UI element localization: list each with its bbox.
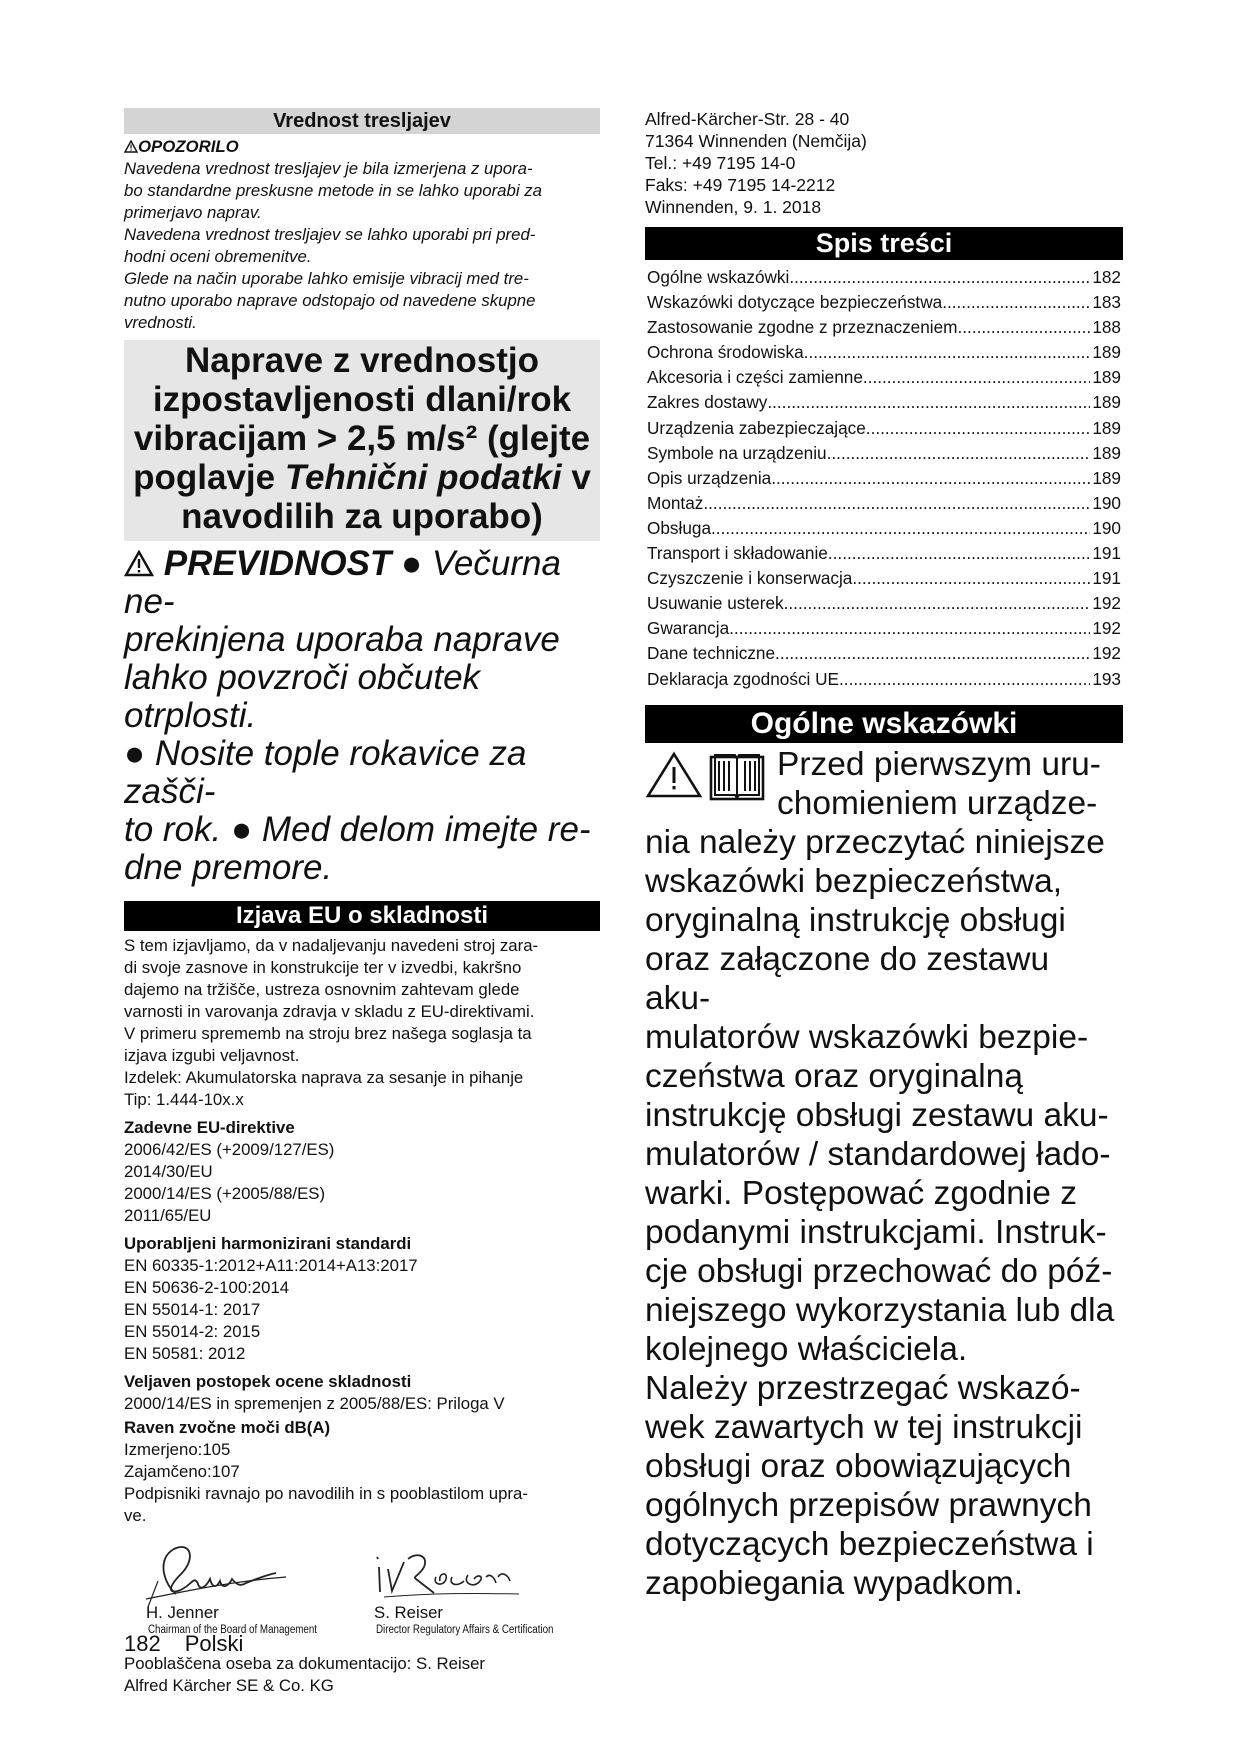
general-notes-header: Ogólne wskazówki <box>645 705 1123 743</box>
general-line: kolejnego właściciela. <box>645 1330 968 1368</box>
toc-page: 189 <box>1092 442 1121 463</box>
caution-line: ● Nosite tople rokavice za zašči- <box>124 734 527 812</box>
toc-label: Transport i składowanie <box>647 543 828 564</box>
general-line: Należy przestrzegać wskazó- <box>645 1369 1081 1407</box>
toc-leader <box>767 390 1090 415</box>
toc-leader <box>784 591 1091 616</box>
toc-entry[interactable] <box>645 491 1123 516</box>
eu-line: V primeru sprememb na stroju brez našega soglasja ta <box>124 1024 532 1044</box>
warning-triangle-icon <box>645 751 703 799</box>
warning-line: bo standardne preskusne metode in se lahko uporabi za <box>124 181 542 201</box>
toc-entry[interactable] <box>645 390 1123 415</box>
notice-text: v <box>561 458 591 498</box>
left-column <box>124 108 600 1697</box>
directive-item: 2000/14/ES (+2005/88/ES) <box>124 1184 326 1204</box>
toc-label: Zakres dostawy <box>647 392 768 413</box>
toc-label: Gwarancja <box>647 618 730 639</box>
toc-header: Spis treści <box>645 227 1123 260</box>
warning-line: Glede na način uporabe lahko emisije vibracij med tre- <box>124 269 529 289</box>
toc-label: Dane techniczne <box>647 643 776 664</box>
address-line: Alfred-Kärcher-Str. 28 - 40 <box>645 109 850 129</box>
caution-word: PREVIDNOST <box>163 544 392 584</box>
caution-line: dne premore. <box>124 848 333 888</box>
general-line: oryginalną instrukcję obsługi <box>645 901 1066 939</box>
toc-page: 182 <box>1092 267 1121 287</box>
general-line: nia należy przeczytać niniejsze <box>645 823 1105 861</box>
noise-measured: Izmerjeno:105 <box>124 1440 231 1460</box>
eu-line: Tip: 1.444-10x.x <box>124 1090 244 1110</box>
general-line: Przed pierwszym uru- <box>777 745 1101 783</box>
warning-text <box>124 158 600 334</box>
notice-line: navodilih za uporabo) <box>181 497 543 537</box>
notice-line: vibracijam > 2,5 m/s² (glejte <box>133 419 591 459</box>
vibration-header: Vrednost tresljajev <box>124 108 600 134</box>
toc-page: 190 <box>1092 517 1121 538</box>
toc-leader <box>827 441 1091 466</box>
toc-page: 188 <box>1092 317 1121 338</box>
toc-leader <box>703 491 1090 516</box>
general-line: obsługi oraz obowiązujących <box>645 1447 1072 1485</box>
warning-line: hodni oceni obremenitve. <box>124 247 312 267</box>
general-line: podanymi instrukcjami. Instruk- <box>645 1213 1107 1251</box>
standards-title: Uporabljeni harmonizirani standardi <box>124 1234 412 1254</box>
toc-entry[interactable] <box>645 591 1123 616</box>
noise-values <box>124 1439 600 1527</box>
toc-entry[interactable] <box>645 290 1123 315</box>
warning-label-row <box>124 136 600 158</box>
right-column <box>645 108 1123 1603</box>
directives-list <box>124 1139 600 1227</box>
eu-declaration-header: Izjava EU o skladnosti <box>124 901 600 931</box>
table-of-contents <box>645 265 1123 692</box>
notice-reference: Tehnični podatki <box>284 458 562 498</box>
toc-page: 189 <box>1092 417 1121 438</box>
caution-line: prekinjena uporaba naprave <box>124 620 560 660</box>
directive-item: 2014/30/EU <box>124 1162 213 1182</box>
caution-line <box>124 545 600 621</box>
toc-label: Opis urządzenia <box>647 467 772 488</box>
toc-leader <box>775 641 1090 666</box>
noise-guaranteed: Zajamčeno:107 <box>124 1462 240 1482</box>
manual-book-icon <box>709 751 765 801</box>
toc-leader <box>863 365 1090 390</box>
company-name: Alfred Kärcher SE & Co. KG <box>124 1676 334 1696</box>
eu-line: Izdelek: Akumulatorska naprava za sesanje in pihanje <box>124 1068 524 1088</box>
toc-page: 183 <box>1092 292 1121 313</box>
toc-leader <box>852 566 1090 591</box>
toc-label: Symbole na urządzeniu <box>647 442 827 463</box>
toc-leader <box>942 290 1090 315</box>
general-notes-text <box>645 745 1123 1603</box>
general-notes-intro <box>645 745 1123 823</box>
toc-page: 191 <box>1092 543 1121 564</box>
toc-label: Ogólne wskazówki <box>647 267 790 287</box>
signer2-name: S. Reiser <box>374 1603 444 1623</box>
toc-label: Czyszczenie i konserwacja <box>647 568 853 589</box>
caution-line: lahko povzroči občutek otrplosti. <box>124 658 481 736</box>
procedure-text: 2000/14/ES in spremenjen z 2005/88/ES: Priloga V <box>124 1394 505 1414</box>
signers-note-line: ve. <box>124 1506 147 1526</box>
noise-title: Raven zvočne moči dB(A) <box>124 1418 331 1438</box>
notice-line: izpostavljenosti dlani/rok <box>152 380 572 420</box>
toc-label: Montaż <box>647 492 704 513</box>
procedure-block <box>124 1393 600 1415</box>
toc-label: Akcesoria i części zamienne <box>647 367 863 388</box>
warning-label: OPOZORILO <box>138 137 239 156</box>
general-line: instrukcję obsługi zestawu aku- <box>645 1096 1109 1134</box>
toc-leader <box>866 416 1091 441</box>
toc-label: Obsługa <box>647 517 712 538</box>
toc-leader <box>789 265 1090 290</box>
standard-item: EN 50581: 2012 <box>124 1344 246 1364</box>
toc-page: 189 <box>1092 342 1121 363</box>
toc-page: 190 <box>1092 492 1121 513</box>
toc-entry[interactable] <box>645 466 1123 491</box>
standard-item: EN 55014-2: 2015 <box>124 1322 261 1342</box>
page-number: 182 <box>124 1631 161 1656</box>
company-address <box>645 108 1123 218</box>
toc-entry[interactable] <box>645 516 1123 541</box>
page-footer <box>124 1631 267 1657</box>
toc-leader <box>771 466 1090 491</box>
warning-line: nutno uporabo naprave odstopajo od navedene skupne <box>124 291 536 311</box>
general-line: oraz załączone do zestawu aku- <box>645 940 1050 1017</box>
toc-page: 189 <box>1092 392 1121 413</box>
general-line: zapobiegania wypadkom. <box>645 1564 1024 1602</box>
general-line: dotyczących bezpieczeństwa i <box>645 1525 1094 1563</box>
toc-entry[interactable] <box>645 365 1123 390</box>
caution-line: to rok. ● Med delom imejte re- <box>124 810 591 850</box>
warning-line: vrednosti. <box>124 313 197 333</box>
toc-entry[interactable] <box>645 541 1123 566</box>
toc-leader <box>711 516 1090 541</box>
signer1-name: H. Jenner <box>146 1603 219 1623</box>
general-line: wek zawartych w tej instrukcji <box>645 1408 1083 1446</box>
warning-line: primerjavo naprav. <box>124 203 262 223</box>
toc-entry[interactable] <box>645 265 1123 290</box>
directive-item: 2011/65/EU <box>124 1206 212 1226</box>
general-line: warki. Postępować zgodnie z <box>645 1174 1077 1212</box>
toc-page: 192 <box>1092 618 1121 639</box>
toc-label: Ochrona środowiska <box>647 342 804 363</box>
eu-line: di svoje zasnove in konstrukcije ter v izvedbi, kakršno <box>124 958 522 978</box>
address-line: Faks: +49 7195 14-2212 <box>645 175 836 195</box>
standard-item: EN 50636-2-100:2014 <box>124 1278 290 1298</box>
toc-label: Zastosowanie zgodne z przeznaczeniem <box>647 317 958 338</box>
toc-page: 191 <box>1092 568 1121 589</box>
address-line: Tel.: +49 7195 14-0 <box>645 153 796 173</box>
toc-leader <box>804 340 1091 365</box>
documentation-block <box>124 1653 600 1697</box>
general-notes-icons <box>645 745 765 801</box>
toc-entry[interactable] <box>645 315 1123 340</box>
toc-label: Usuwanie usterek <box>647 593 784 614</box>
toc-page: 189 <box>1092 367 1121 388</box>
general-line: mulatorów / standardowej łado- <box>645 1135 1111 1173</box>
directive-item: 2006/42/ES (+2009/127/ES) <box>124 1140 335 1160</box>
signature-reiser <box>374 1547 524 1607</box>
toc-entry[interactable] <box>645 340 1123 365</box>
notice-line <box>128 458 596 497</box>
general-line: cje obsługi przechować do póź- <box>645 1252 1113 1290</box>
toc-entry[interactable] <box>645 641 1123 666</box>
signer1-role: Chairman of the Board of Management <box>148 1624 317 1637</box>
caution-text: ● Večurna ne- <box>124 544 561 622</box>
toc-leader <box>958 315 1091 340</box>
toc-leader <box>839 667 1090 692</box>
standards-list <box>124 1255 600 1365</box>
toc-entry[interactable] <box>645 667 1123 692</box>
toc-page: 192 <box>1092 593 1121 614</box>
eu-declaration-text <box>124 935 600 1111</box>
toc-page: 193 <box>1092 668 1121 689</box>
signature-area <box>124 1527 600 1647</box>
eu-line: izjava izgubi veljavnost. <box>124 1046 300 1066</box>
warning-triangle-icon <box>124 140 138 153</box>
general-line: mulatorów wskazówki bezpie- <box>645 1018 1089 1056</box>
eu-line: dajemo na tržišče, ustreza osnovnim zahtevam glede <box>124 980 520 1000</box>
general-line: chomieniem urządze- <box>777 784 1098 822</box>
signature-jenner <box>136 1539 296 1609</box>
signers-note-line: Podpisniki ravnajo po navodilih in s pooblastilom upra- <box>124 1484 528 1504</box>
toc-entry[interactable] <box>645 616 1123 641</box>
notice-text: poglavje <box>133 458 285 498</box>
toc-leader <box>729 616 1090 641</box>
warning-line: Navedena vrednost tresljajev je bila izmerjena z upora- <box>124 159 533 179</box>
standard-item: EN 60335-1:2012+A11:2014+A13:2017 <box>124 1256 418 1276</box>
signer2-role: Director Regulatory Affairs & Certification <box>376 1624 554 1637</box>
footer-language: Polski <box>184 1631 244 1656</box>
general-line: niejszego wykorzystania lub dla <box>645 1291 1115 1329</box>
vibration-notice-box <box>124 340 600 541</box>
caution-block <box>124 545 600 887</box>
warning-line: Navedena vrednost tresljajev se lahko uporabi pri pred- <box>124 225 536 245</box>
eu-line: varnosti in varovanja zdravja v skladu z EU-direktivami. <box>124 1002 535 1022</box>
toc-page: 189 <box>1092 467 1121 488</box>
toc-page: 192 <box>1092 643 1121 664</box>
standard-item: EN 55014-1: 2017 <box>124 1300 261 1320</box>
general-line: wskazówki bezpieczeństwa, <box>645 862 1063 900</box>
toc-entry[interactable] <box>645 441 1123 466</box>
procedure-title: Veljaven postopek ocene skladnosti <box>124 1372 412 1392</box>
general-line: czeństwa oraz oryginalną <box>645 1057 1024 1095</box>
address-line: 71364 Winnenden (Nemčija) <box>645 131 867 151</box>
address-line: Winnenden, 9. 1. 2018 <box>645 197 822 217</box>
directives-title: Zadevne EU-direktive <box>124 1118 295 1138</box>
warning-triangle-icon <box>124 550 154 577</box>
toc-entry[interactable] <box>645 566 1123 591</box>
toc-label: Wskazówki dotyczące bezpieczeństwa <box>647 292 943 313</box>
documentation-person: Pooblaščena oseba za dokumentacijo: S. Reiser <box>124 1654 486 1674</box>
general-line: ogólnych przepisów prawnych <box>645 1486 1092 1524</box>
toc-leader <box>828 541 1090 566</box>
toc-label: Urządzenia zabezpieczające <box>647 417 866 438</box>
toc-label: Deklaracja zgodności UE <box>647 668 840 689</box>
notice-line: Naprave z vrednostjo <box>185 341 539 381</box>
eu-line: S tem izjavljamo, da v nadaljevanju navedeni stroj zara- <box>124 936 539 956</box>
toc-entry[interactable] <box>645 416 1123 441</box>
general-notes-first-lines <box>777 745 1101 823</box>
